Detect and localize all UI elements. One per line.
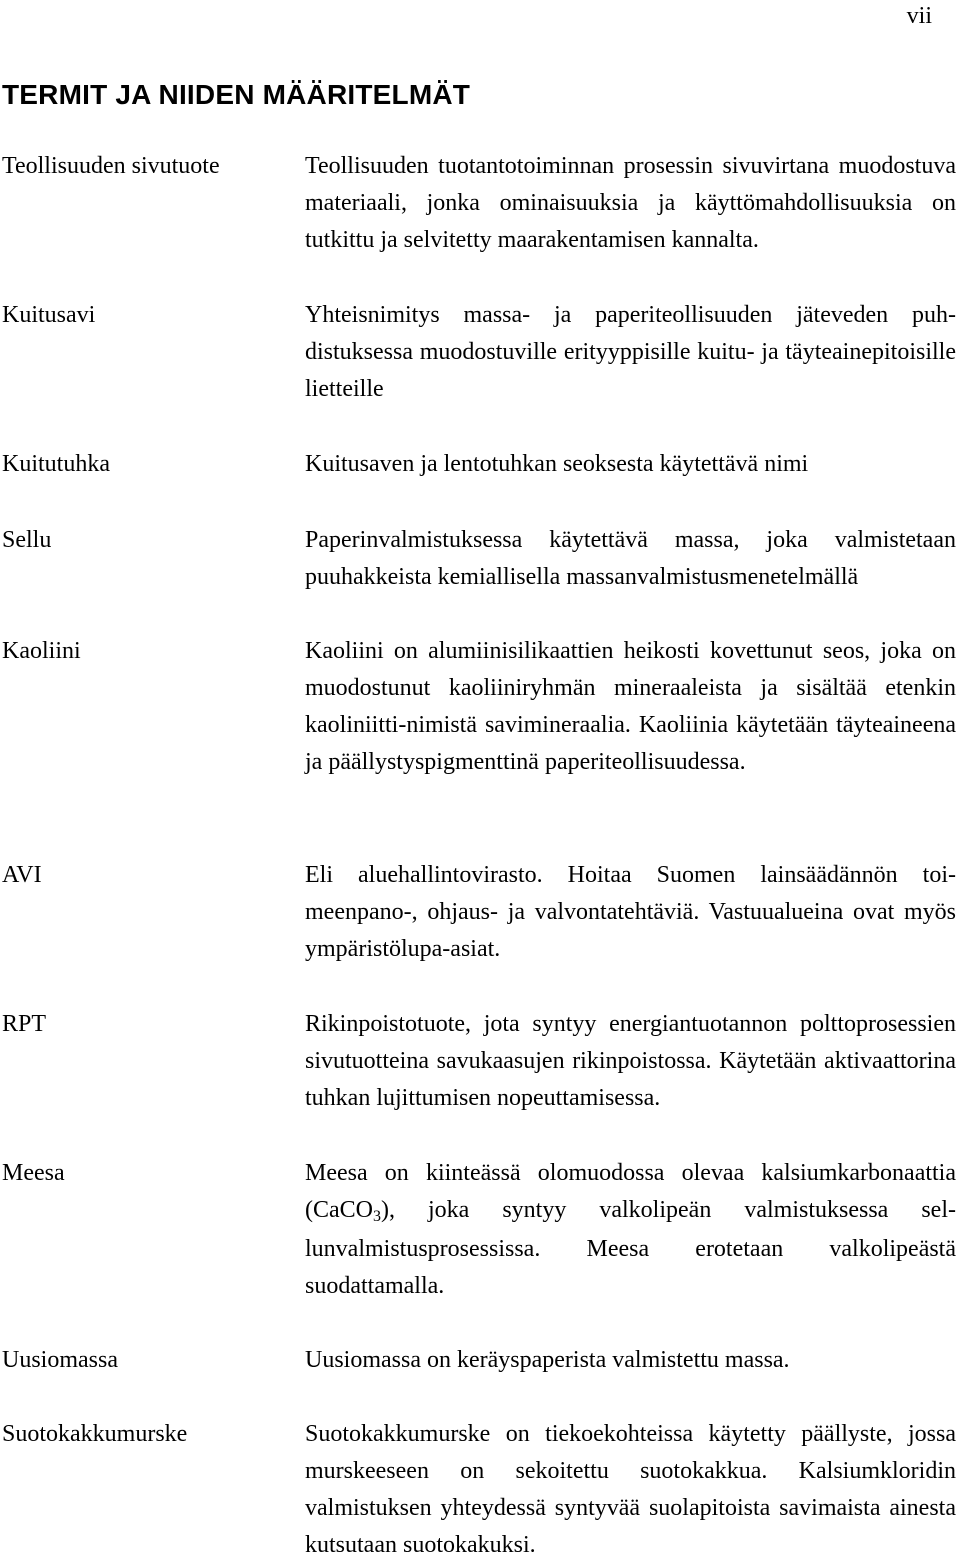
- term-definition: Kuitusaven ja lentotuhkan seoksesta käytettävä nimi: [305, 451, 809, 477]
- term-label: Kaoliini: [2, 638, 81, 664]
- term-label: RPT: [2, 1011, 47, 1037]
- term-definition: Teollisuuden tuotantotoiminnan prosessin sivuvirtana muodostuva materiaali, jonka ominaisuuksia ja käyttömahdollisuuksia on tutkittu ja selvitetty maarakentamisen kannalta.: [305, 153, 956, 253]
- term-definition: Rikinpoistotuote, jota syntyy energiantuotannon polttoprosessien sivutuotteina savukaasujen rikinpoistossa. Käytetään aktivaattorina tuhkan lujittumisen nopeuttamisessa.: [305, 1011, 956, 1111]
- page-title: TERMIT JA NIIDEN MÄÄRITELMÄT: [2, 79, 471, 110]
- term-label: Teollisuuden sivutuote: [2, 153, 220, 179]
- term-definition: Uusiomassa on keräyspaperista valmistettu massa.: [305, 1347, 790, 1373]
- term-label: Uusiomassa: [2, 1347, 118, 1373]
- term-label: Sellu: [2, 527, 52, 553]
- term-label: Suotokakkumurske: [2, 1421, 188, 1447]
- term-definition: Suotokakkumurske on tiekoekohteissa käytetty päällyste, jossa murskeeseen on sekoitettu suotokakkua. Kalsiumkloridin valmistuksen yhteydessä syntyvää suolapitoista savimaista ainesta kutsutaan suotokakuksi.: [305, 1421, 956, 1558]
- term-definition: [305, 1155, 956, 1305]
- page-number: vii: [906, 3, 932, 29]
- term-label: Kuitutuhka: [2, 451, 110, 477]
- term-definition: Paperinvalmistuksessa käytettävä massa, joka valmistetaan puuhakkeista kemiallisella massanvalmistusmenetelmällä: [305, 527, 956, 590]
- definition-text-part: ), joka syntyy valkolipeän valmistuksessa sellunvalmistusprosessissa. Meesa erotetaan valkolipeästä suodattamalla.: [305, 1197, 956, 1299]
- term-label: Kuitusavi: [2, 302, 96, 328]
- term-label: AVI: [2, 862, 42, 888]
- chemical-subscript: 3: [373, 1208, 381, 1225]
- term-definition: Yhteisnimitys massa- ja paperiteollisuuden jäteveden puhdistuksessa muodostuville erityyppisille kuitu- ja täyteainepitoisille lietteille: [305, 302, 956, 402]
- definition-text-part: Meesa on kiinteässä olomuodossa olevaa kalsiumkarbonaattia (CaCO: [305, 1160, 956, 1223]
- term-definition: Eli aluehallintovirasto. Hoitaa Suomen lainsäädännön toimeenpano-, ohjaus- ja valvontatehtäviä. Vastuualueina ovat myös ympäristölupa-asiat.: [305, 862, 956, 962]
- term-definition: Kaoliini on alumiinisilikaattien heikosti kovettunut seos, joka on muodostunut kaoliiniryhmän mineraaleista ja sisältää etenkin kaoliniitti-nimistä savimineraalia. Kaoliinia käytetään täyteaineena ja päällystyspigmenttinä paperiteollisuudessa.: [305, 638, 956, 775]
- term-label: Meesa: [2, 1160, 65, 1186]
